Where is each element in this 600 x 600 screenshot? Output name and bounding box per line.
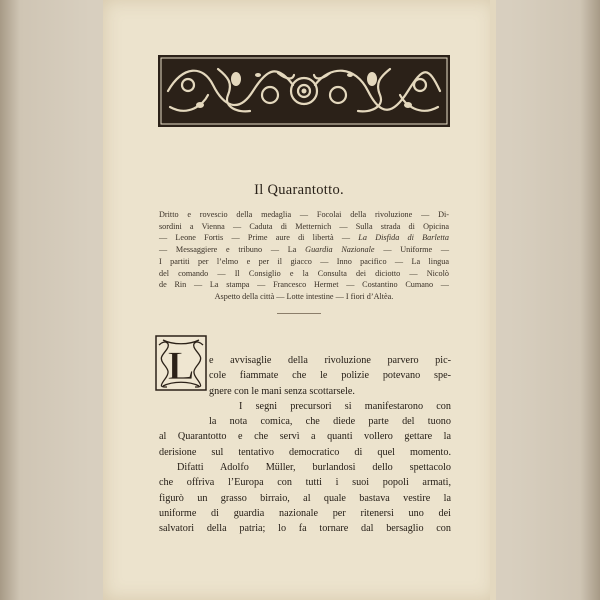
summary-line: — Messaggiere e tribuno — La Guardia Nazionale — Uniforme — (159, 245, 450, 255)
summary-line: sordini a Vienna — Caduta di Metternich — Sulla strada di Opicina (159, 221, 449, 231)
summary-line: Dritto e rovescio della medaglia — Focolai della rivoluzione — Di- (159, 210, 449, 219)
body-line: salvatori della patria; lo fa tornare dal bersaglio con (159, 523, 451, 535)
summary-italic-title: La Disfida di Barletta (358, 233, 449, 243)
body-line: la nota comica, che diede parte del tuono (209, 416, 451, 428)
body-line: al Quarantotto e che servì a quanti vollero gettare la (159, 431, 451, 443)
summary-italic-title: Guardia Nazionale (305, 245, 375, 255)
body-line: I segni precursori si manifestarono con (239, 400, 451, 412)
book-page (103, 0, 495, 600)
body-text (159, 353, 451, 537)
section-divider (277, 313, 321, 314)
body-line: gnere con le mani senza scottarsele. (209, 385, 355, 397)
body-line: e avvisaglie della rivoluzione parvero pic- (209, 355, 451, 366)
page-edge (490, 0, 496, 600)
summary-line: — Leone Fortis — Prime aure di libertà — La Disfida di Barletta (159, 233, 449, 243)
summary-line: Aspetto della città — Lotte intestine — I fiori d’Altèa. (214, 291, 394, 301)
summary-line: I partiti per l’elmo e per il giacco — Inno pacifico — La lingua (159, 256, 449, 266)
body-line: derisione sul tentativo democratico di quel momento. (159, 446, 451, 458)
chapter-summary (159, 209, 449, 303)
body-line: cole fiammate che le polizie potevano spe- (209, 370, 451, 382)
svg-text:L: L (167, 343, 195, 388)
summary-line: de Rin — La stampa — Francesco Hermet — Costantino Cumano — (159, 280, 449, 290)
chapter-title: Il Quarantotto. (254, 182, 344, 198)
body-line: Difatti Adolfo Müller, burlandosi dello spettacolo (177, 462, 451, 474)
body-line: uniforme di guardia nazionale per ritenersi uno dei (159, 507, 451, 519)
decorative-headpiece (158, 55, 450, 127)
body-line: figurò un grasso birraio, al quale bastava vestire la (159, 492, 451, 504)
summary-line: del comando — Il Consiglio e la Consulta dei diciotto — Nicolò (159, 268, 449, 278)
body-line: che offriva l’Europa con tutti i suoi popoli armati, (159, 477, 451, 489)
